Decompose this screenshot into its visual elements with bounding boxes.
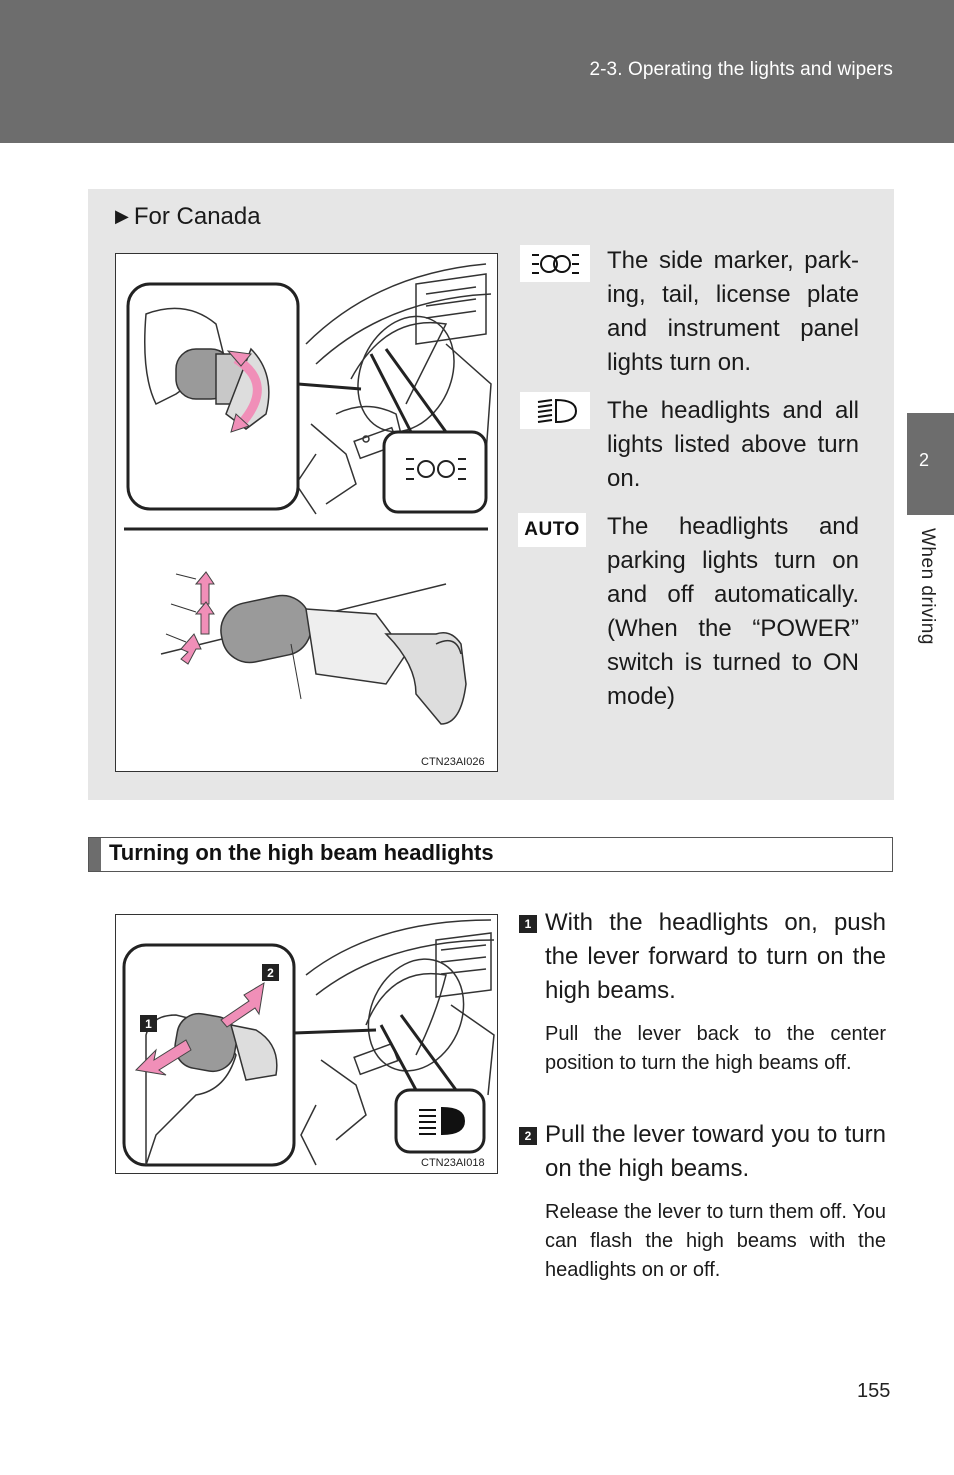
step-2-note: Release the lever to turn them off. You can flash the high beams with the headlights on or off. <box>545 1201 886 1281</box>
page-number: 155 <box>857 1380 891 1402</box>
section-heading: Turning on the high beam headlights <box>109 840 494 865</box>
headlight-description: The headlights and all lights listed above turn on. <box>607 397 859 492</box>
light-switch-illustration <box>116 254 498 772</box>
triangle-bullet-icon: ▶ <box>115 206 129 226</box>
auto-icon: AUTO <box>518 513 586 547</box>
section-heading-bar <box>88 837 893 872</box>
auto-description: The headlights and parking lights turn on and off automatically. (When the “POWER” switch is turned to ON mode) <box>607 513 859 710</box>
high-beam-figure <box>115 914 498 1174</box>
chapter-label: When driving <box>917 528 938 645</box>
figure-code: CTN23AI018 <box>421 1157 485 1169</box>
section-title: 2-3. Operating the lights and wipers <box>589 59 893 80</box>
canada-heading: ▶ For Canada <box>115 203 261 230</box>
step-1-note: Pull the lever back to the center position to turn the high beams off. <box>545 1023 886 1074</box>
parking-lights-description: The side marker, park-ing, tail, license plate and instrument panel lights turn on. <box>607 247 859 376</box>
figure-code: CTN23AI026 <box>421 756 485 768</box>
figure-label-2: 2 <box>267 966 274 980</box>
parking-lights-icon <box>520 245 590 282</box>
figure-label-1: 1 <box>145 1017 152 1031</box>
section-marker <box>89 838 101 871</box>
step-1-text: With the headlights on, push the lever forward to turn on the high beams. <box>545 909 886 1004</box>
page-header <box>0 0 954 143</box>
step-2-badge: 2 <box>519 1127 537 1145</box>
high-beam-illustration <box>116 915 498 1174</box>
step-2-text: Pull the lever toward you to turn on the high beams. <box>545 1121 886 1182</box>
light-switch-figure <box>115 253 498 772</box>
chapter-tab <box>907 413 954 515</box>
chapter-number: 2 <box>919 450 930 470</box>
step-1-badge: 1 <box>519 915 537 933</box>
headlight-icon <box>520 392 590 429</box>
